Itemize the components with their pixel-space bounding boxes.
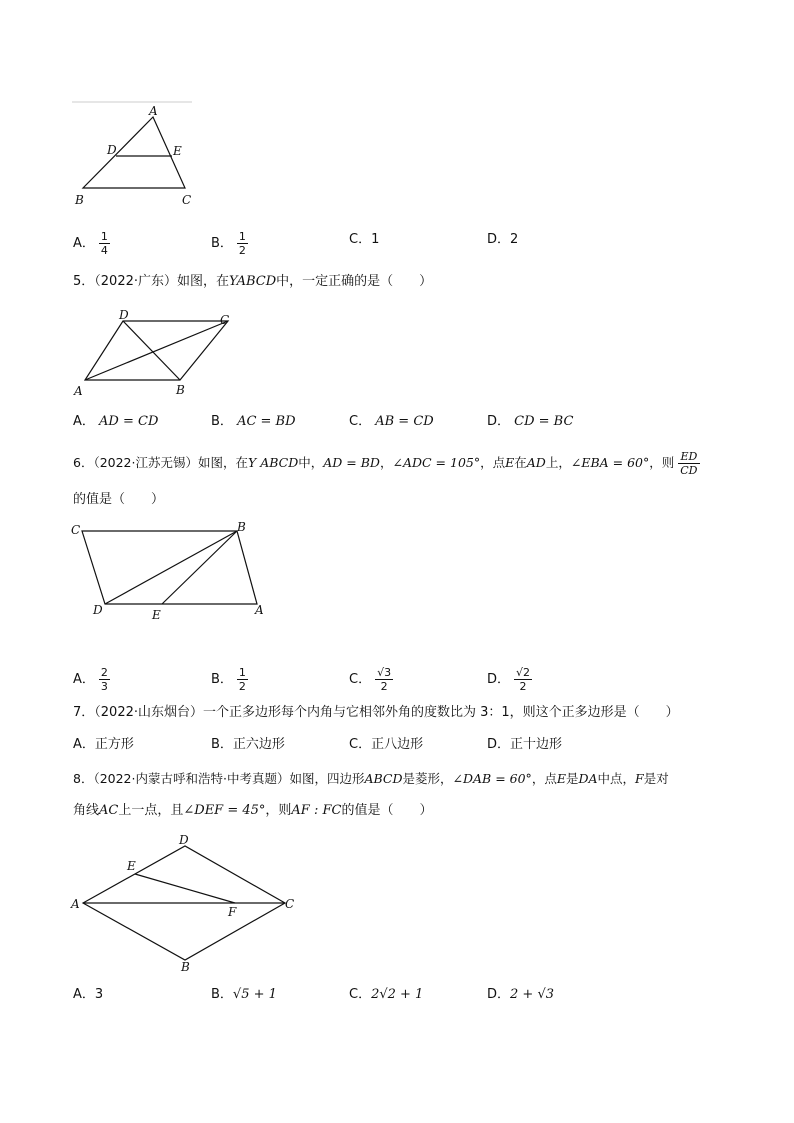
label-e: E xyxy=(152,608,161,622)
label-e: E xyxy=(173,144,182,158)
q6-option-c[interactable]: C． $\frac{√3}{2}$ xyxy=(349,666,392,693)
parallelogram-figure-q5 xyxy=(65,308,245,400)
q6-option-d[interactable]: D． $\frac{√2}{2}$ xyxy=(487,666,531,693)
label-b: B xyxy=(176,383,185,397)
label-c: C xyxy=(71,523,81,537)
fraction: $\frac{1}{2}$ xyxy=(238,666,246,693)
label-d: D xyxy=(93,603,103,617)
q7-option-c[interactable]: C．正八边形 xyxy=(349,737,424,752)
q8-option-a[interactable]: A．3 xyxy=(73,987,104,1002)
label-b: B xyxy=(181,960,190,974)
q5-option-c[interactable]: C． AB = CD xyxy=(349,414,434,429)
q5-question: 5．（2022·广东）如图，在YABCD中，一定正确的是（ ） xyxy=(73,274,433,289)
fraction: $\frac{1}{2}$ xyxy=(238,230,246,257)
label-c: C xyxy=(220,313,230,327)
q8-question-line2: 角线AC上一点，且∠DEF = 45°，则AF : FC的值是（ ） xyxy=(73,803,433,818)
q4-option-c[interactable]: C．1 xyxy=(349,232,380,247)
label-c: C xyxy=(285,897,295,911)
q6-option-b[interactable]: B． $\frac{1}{2}$ xyxy=(211,666,246,693)
rhombus-figure-q8 xyxy=(65,830,305,980)
q8-option-b[interactable]: B．√5 + 1 xyxy=(211,987,277,1002)
label-a: A xyxy=(149,104,158,118)
fraction: $\frac{1}{4}$ xyxy=(100,230,108,257)
q6-question: 6．（2022·江苏无锡）如图，在Y ABCD中，AD = BD，∠ADC = 105°，点E在AD上，∠EBA = 60°，则 $\frac{ED}{CD}$ xyxy=(73,450,698,477)
q4-option-b[interactable]: B． $\frac{1}{2}$ xyxy=(211,230,246,257)
label-f: F xyxy=(228,905,237,919)
label-b: B xyxy=(75,193,84,207)
label-b: B xyxy=(237,520,246,534)
label-d: D xyxy=(179,833,189,847)
triangle-figure xyxy=(60,95,220,215)
label-a: A xyxy=(74,384,83,398)
q5-option-d[interactable]: D． CD = BC xyxy=(487,414,574,429)
q7-option-a[interactable]: A．正方形 xyxy=(73,737,134,752)
q8-option-d[interactable]: D．2 + √3 xyxy=(487,987,554,1002)
q5-option-a[interactable]: A． AD = CD xyxy=(73,414,159,429)
fraction: $\frac{ED}{CD}$ xyxy=(680,450,698,477)
q4-option-d[interactable]: D．2 xyxy=(487,232,519,247)
fraction: $\frac{√3}{2}$ xyxy=(377,666,392,693)
label-e: E xyxy=(127,859,136,873)
fraction: $\frac{2}{3}$ xyxy=(100,666,108,693)
q5-option-b[interactable]: B． AC = BD xyxy=(211,414,296,429)
q7-option-b[interactable]: B．正六边形 xyxy=(211,737,285,752)
q7-option-d[interactable]: D．正十边形 xyxy=(487,737,563,752)
q8-option-c[interactable]: C．2√2 + 1 xyxy=(349,987,424,1002)
q7-question: 7．（2022·山东烟台）一个正多边形每个内角与它相邻外角的度数比为 3：1，则这个正多边形是（ ） xyxy=(73,705,679,720)
label-d: D xyxy=(119,308,129,322)
label-a: A xyxy=(71,897,80,911)
label-d: D xyxy=(107,143,117,157)
q6-option-a[interactable]: A． $\frac{2}{3}$ xyxy=(73,666,108,693)
fraction: $\frac{√2}{2}$ xyxy=(516,666,531,693)
q4-option-a[interactable]: A． $\frac{1}{4}$ xyxy=(73,230,108,257)
q8-question: 8．（2022·内蒙古呼和浩特·中考真题）如图，四边形ABCD是菱形，∠DAB = 60°，点E是DA中点，F是对 xyxy=(73,771,669,786)
parallelogram-figure-q6 xyxy=(65,518,275,628)
label-a: A xyxy=(255,603,264,617)
q6-question-line2: 的值是（ ） xyxy=(73,492,165,507)
label-c: C xyxy=(182,193,192,207)
